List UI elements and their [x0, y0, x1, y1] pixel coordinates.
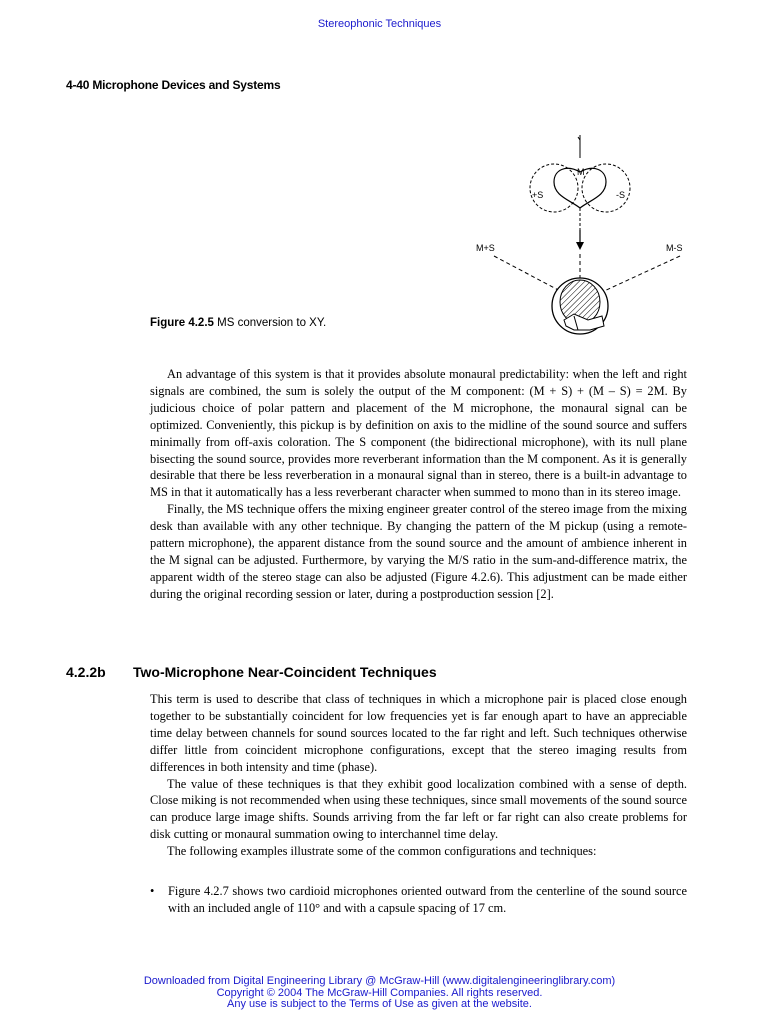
paragraph: This term is used to describe that class of techniques in which a microphone pair is placed close enough together to be substantially coincident for low frequencies yet is far enough apart to have an appreciable time delay between channels for sound sources located to the far right and left. Such techniques otherwise differ little from coincident microphone configurations, except that the stereo imaging results from differences in both intensity and time (phase).	[150, 692, 687, 774]
label-m-plus-s: M+S	[476, 243, 495, 253]
label-m-minus-s: M-S	[666, 243, 683, 253]
section-number: 4.2.2b	[66, 664, 106, 680]
running-head: 4-40 Microphone Devices and Systems	[66, 78, 281, 92]
footer-terms-link[interactable]: Any use is subject to the Terms of Use as given at the website.	[227, 998, 532, 1010]
figure-caption-text: MS conversion to XY.	[217, 317, 327, 329]
arrow-down-icon	[576, 242, 584, 250]
footer-copyright: Copyright © 2004 The McGraw-Hill Companies. All rights reserved.	[216, 986, 543, 999]
ms-diagram	[470, 130, 700, 340]
chapter-link[interactable]: Stereophonic Techniques	[317, 18, 442, 30]
bullet-text: Figure 4.2.7 shows two cardioid microphones oriented outward from the centerline of the sound source with an included angle of 110° and with a capsule spacing of 17 cm.	[168, 884, 687, 915]
label-m: M	[577, 167, 585, 177]
section-title: Two-Microphone Near-Coincident Techniques	[133, 664, 437, 680]
near-coincident-text	[150, 691, 687, 860]
paragraph: The following examples illustrate some of the common configurations and techniques:	[167, 844, 597, 859]
ms-advantages-text	[150, 366, 687, 603]
bullet-dot: •	[150, 884, 155, 898]
figure-caption-label: Figure 4.2.5	[150, 317, 214, 329]
figure-caption	[150, 317, 326, 329]
s-lobe-right	[582, 164, 630, 212]
footer	[0, 976, 759, 1011]
paragraph: An advantage of this system is that it provides absolute monaural predictability: when the left and right signals are combined, the sum is solely the output of the M component: (M + S) + (M – S) = 2M. By judicious choice of polar pattern and placement of the M microphone, the monaural signal can be optimized. Conveniently, this pickup is by definition on axis to the midline of the sound source and suffers minimally from off-axis coloration. The S component (the bidirectional microphone), with its null plane bisecting the sound source, provides more reverberant information than the M component. As it is generally desirable that there be less reverberation in a monaural signal than in stereo, there is a built-in advantage to MS in that it automatically has a less reverberant character when summed to mono than in its stereo image.	[150, 367, 687, 500]
bullet-item	[150, 883, 687, 917]
paragraph: Finally, the MS technique offers the mixing engineer greater control of the stereo image from the mixing desk than available with any other technique. By changing the pattern of the M pickup (using a remote-pattern microphone), the apparent distance from the sound source and the amount of ambience inherent in the M signal can be adjusted. Furthermore, by varying the M/S ratio in the sum-and-difference matrix, the apparent width of the stereo stage can also be adjusted (Figure 4.2.6). This adjustment can be made either during the original recording session or later, during a postproduction session [2].	[150, 502, 687, 601]
microphone-icon	[552, 278, 608, 334]
footer-library-link[interactable]: Downloaded from Digital Engineering Library @ McGraw-Hill (www.digitalengineeringlibrary.com)	[143, 975, 616, 987]
paragraph: The value of these techniques is that they exhibit good localization combined with a sense of depth. Close miking is not recommended when using these techniques, since small movements of the sound source can produce large image shifts. Sounds arriving from the far left or far right can also create problems for disk cutting or monaural summation owing to interchannel time delay.	[150, 776, 687, 842]
section-heading	[66, 664, 437, 680]
label-minus-s: -S	[616, 190, 625, 200]
ms-conversion-figure	[470, 130, 700, 340]
label-plus-s: +S	[532, 190, 544, 200]
s-lobe-left	[530, 164, 578, 212]
